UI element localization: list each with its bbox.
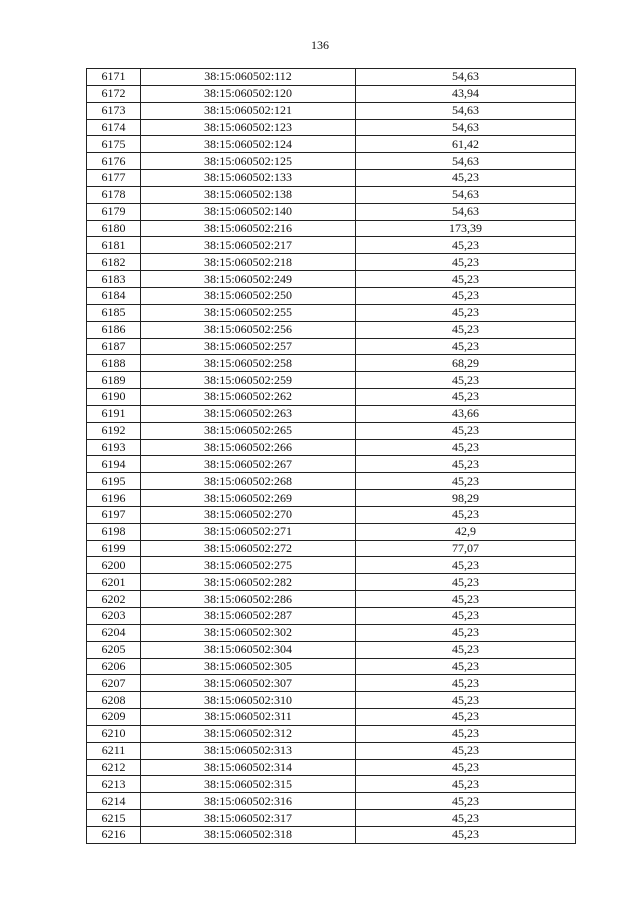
row-number-cell: 6184 [87,287,141,304]
value-cell: 45,23 [356,810,576,827]
value-cell: 43,94 [356,85,576,102]
value-cell: 45,23 [356,321,576,338]
table-row [87,220,576,237]
cadastral-number-cell: 38:15:060502:312 [141,725,356,742]
table-row [87,69,576,86]
cadastral-number-cell: 38:15:060502:313 [141,742,356,759]
cadastral-number-cell: 38:15:060502:249 [141,271,356,288]
row-number-cell: 6197 [87,506,141,523]
row-number-cell: 6171 [87,69,141,86]
row-number-cell: 6213 [87,776,141,793]
value-cell: 45,23 [356,709,576,726]
table-row [87,506,576,523]
row-number-cell: 6198 [87,523,141,540]
cadastral-number-cell: 38:15:060502:267 [141,456,356,473]
cadastral-number-cell: 38:15:060502:250 [141,287,356,304]
table-row [87,136,576,153]
cadastral-number-cell: 38:15:060502:138 [141,186,356,203]
table-row [87,675,576,692]
table-row [87,557,576,574]
table-row [87,523,576,540]
row-number-cell: 6216 [87,826,141,843]
table-row [87,826,576,843]
table-row [87,591,576,608]
value-cell: 45,23 [356,456,576,473]
cadastral-number-cell: 38:15:060502:305 [141,658,356,675]
value-cell: 45,23 [356,608,576,625]
value-cell: 45,23 [356,338,576,355]
table-row [87,338,576,355]
row-number-cell: 6172 [87,85,141,102]
row-number-cell: 6179 [87,203,141,220]
row-number-cell: 6207 [87,675,141,692]
cadastral-number-cell: 38:15:060502:302 [141,624,356,641]
row-number-cell: 6187 [87,338,141,355]
value-cell: 42,9 [356,523,576,540]
table-row [87,540,576,557]
table-row [87,709,576,726]
value-cell: 45,23 [356,742,576,759]
value-cell: 61,42 [356,136,576,153]
cadastral-number-cell: 38:15:060502:268 [141,473,356,490]
cadastral-number-cell: 38:15:060502:121 [141,102,356,119]
row-number-cell: 6211 [87,742,141,759]
row-number-cell: 6202 [87,591,141,608]
table-row [87,237,576,254]
row-number-cell: 6205 [87,641,141,658]
table-row [87,119,576,136]
table-row [87,456,576,473]
table-row [87,102,576,119]
value-cell: 45,23 [356,304,576,321]
row-number-cell: 6182 [87,254,141,271]
row-number-cell: 6183 [87,271,141,288]
cadastral-number-cell: 38:15:060502:275 [141,557,356,574]
value-cell: 98,29 [356,490,576,507]
row-number-cell: 6204 [87,624,141,641]
cadastral-number-cell: 38:15:060502:315 [141,776,356,793]
table-row [87,186,576,203]
row-number-cell: 6178 [87,186,141,203]
cadastral-number-cell: 38:15:060502:317 [141,810,356,827]
value-cell: 45,23 [356,170,576,187]
cadastral-number-cell: 38:15:060502:265 [141,422,356,439]
registry-table [86,68,576,844]
value-cell: 45,23 [356,506,576,523]
row-number-cell: 6188 [87,355,141,372]
row-number-cell: 6193 [87,439,141,456]
cadastral-number-cell: 38:15:060502:307 [141,675,356,692]
value-cell: 54,63 [356,153,576,170]
table-row [87,271,576,288]
row-number-cell: 6192 [87,422,141,439]
table-row [87,355,576,372]
cadastral-number-cell: 38:15:060502:123 [141,119,356,136]
cadastral-number-cell: 38:15:060502:112 [141,69,356,86]
value-cell: 45,23 [356,776,576,793]
row-number-cell: 6177 [87,170,141,187]
value-cell: 43,66 [356,405,576,422]
value-cell: 45,23 [356,574,576,591]
value-cell: 54,63 [356,203,576,220]
cadastral-number-cell: 38:15:060502:310 [141,692,356,709]
cadastral-number-cell: 38:15:060502:314 [141,759,356,776]
cadastral-number-cell: 38:15:060502:304 [141,641,356,658]
table-row [87,85,576,102]
value-cell: 45,23 [356,372,576,389]
registry-table-body [87,69,576,844]
row-number-cell: 6189 [87,372,141,389]
row-number-cell: 6190 [87,389,141,406]
value-cell: 45,23 [356,591,576,608]
cadastral-number-cell: 38:15:060502:256 [141,321,356,338]
value-cell: 45,23 [356,675,576,692]
row-number-cell: 6199 [87,540,141,557]
table-row [87,490,576,507]
row-number-cell: 6194 [87,456,141,473]
cadastral-number-cell: 38:15:060502:269 [141,490,356,507]
cadastral-number-cell: 38:15:060502:270 [141,506,356,523]
cadastral-number-cell: 38:15:060502:259 [141,372,356,389]
table-row [87,810,576,827]
value-cell: 45,23 [356,793,576,810]
table-row [87,405,576,422]
row-number-cell: 6185 [87,304,141,321]
table-row [87,725,576,742]
row-number-cell: 6210 [87,725,141,742]
row-number-cell: 6181 [87,237,141,254]
page-number: 136 [311,38,329,52]
table-row [87,321,576,338]
cadastral-number-cell: 38:15:060502:272 [141,540,356,557]
cadastral-number-cell: 38:15:060502:271 [141,523,356,540]
table-row [87,372,576,389]
value-cell: 45,23 [356,237,576,254]
cadastral-number-cell: 38:15:060502:258 [141,355,356,372]
table-row [87,624,576,641]
cadastral-number-cell: 38:15:060502:255 [141,304,356,321]
cadastral-number-cell: 38:15:060502:257 [141,338,356,355]
table-row [87,574,576,591]
cadastral-number-cell: 38:15:060502:120 [141,85,356,102]
row-number-cell: 6195 [87,473,141,490]
value-cell: 54,63 [356,186,576,203]
table-row [87,473,576,490]
row-number-cell: 6209 [87,709,141,726]
table-row [87,304,576,321]
cadastral-number-cell: 38:15:060502:262 [141,389,356,406]
value-cell: 45,23 [356,826,576,843]
value-cell: 77,07 [356,540,576,557]
value-cell: 45,23 [356,692,576,709]
value-cell: 45,23 [356,439,576,456]
value-cell: 45,23 [356,287,576,304]
cadastral-number-cell: 38:15:060502:124 [141,136,356,153]
cadastral-number-cell: 38:15:060502:282 [141,574,356,591]
table-row [87,793,576,810]
value-cell: 45,23 [356,658,576,675]
table-row [87,692,576,709]
cadastral-number-cell: 38:15:060502:318 [141,826,356,843]
cadastral-number-cell: 38:15:060502:316 [141,793,356,810]
table-row [87,439,576,456]
table-row [87,608,576,625]
cadastral-number-cell: 38:15:060502:217 [141,237,356,254]
row-number-cell: 6174 [87,119,141,136]
cadastral-number-cell: 38:15:060502:125 [141,153,356,170]
value-cell: 173,39 [356,220,576,237]
row-number-cell: 6215 [87,810,141,827]
row-number-cell: 6180 [87,220,141,237]
table-row [87,203,576,220]
row-number-cell: 6200 [87,557,141,574]
row-number-cell: 6214 [87,793,141,810]
value-cell: 45,23 [356,389,576,406]
table-row [87,422,576,439]
row-number-cell: 6175 [87,136,141,153]
cadastral-number-cell: 38:15:060502:263 [141,405,356,422]
row-number-cell: 6176 [87,153,141,170]
table-row [87,170,576,187]
table-row [87,153,576,170]
value-cell: 68,29 [356,355,576,372]
table-row [87,776,576,793]
cadastral-number-cell: 38:15:060502:140 [141,203,356,220]
value-cell: 45,23 [356,422,576,439]
value-cell: 45,23 [356,271,576,288]
value-cell: 54,63 [356,119,576,136]
cadastral-number-cell: 38:15:060502:311 [141,709,356,726]
row-number-cell: 6208 [87,692,141,709]
row-number-cell: 6203 [87,608,141,625]
value-cell: 45,23 [356,473,576,490]
table-row [87,641,576,658]
value-cell: 54,63 [356,69,576,86]
row-number-cell: 6196 [87,490,141,507]
table-row [87,658,576,675]
row-number-cell: 6186 [87,321,141,338]
table-row [87,287,576,304]
value-cell: 45,23 [356,759,576,776]
cadastral-number-cell: 38:15:060502:216 [141,220,356,237]
cadastral-number-cell: 38:15:060502:133 [141,170,356,187]
value-cell: 45,23 [356,725,576,742]
value-cell: 45,23 [356,641,576,658]
row-number-cell: 6201 [87,574,141,591]
cadastral-number-cell: 38:15:060502:287 [141,608,356,625]
value-cell: 45,23 [356,557,576,574]
table-row [87,759,576,776]
cadastral-number-cell: 38:15:060502:266 [141,439,356,456]
row-number-cell: 6206 [87,658,141,675]
table-row [87,742,576,759]
value-cell: 45,23 [356,254,576,271]
row-number-cell: 6173 [87,102,141,119]
value-cell: 54,63 [356,102,576,119]
cadastral-number-cell: 38:15:060502:286 [141,591,356,608]
table-row [87,254,576,271]
table-row [87,389,576,406]
value-cell: 45,23 [356,624,576,641]
row-number-cell: 6191 [87,405,141,422]
cadastral-number-cell: 38:15:060502:218 [141,254,356,271]
row-number-cell: 6212 [87,759,141,776]
